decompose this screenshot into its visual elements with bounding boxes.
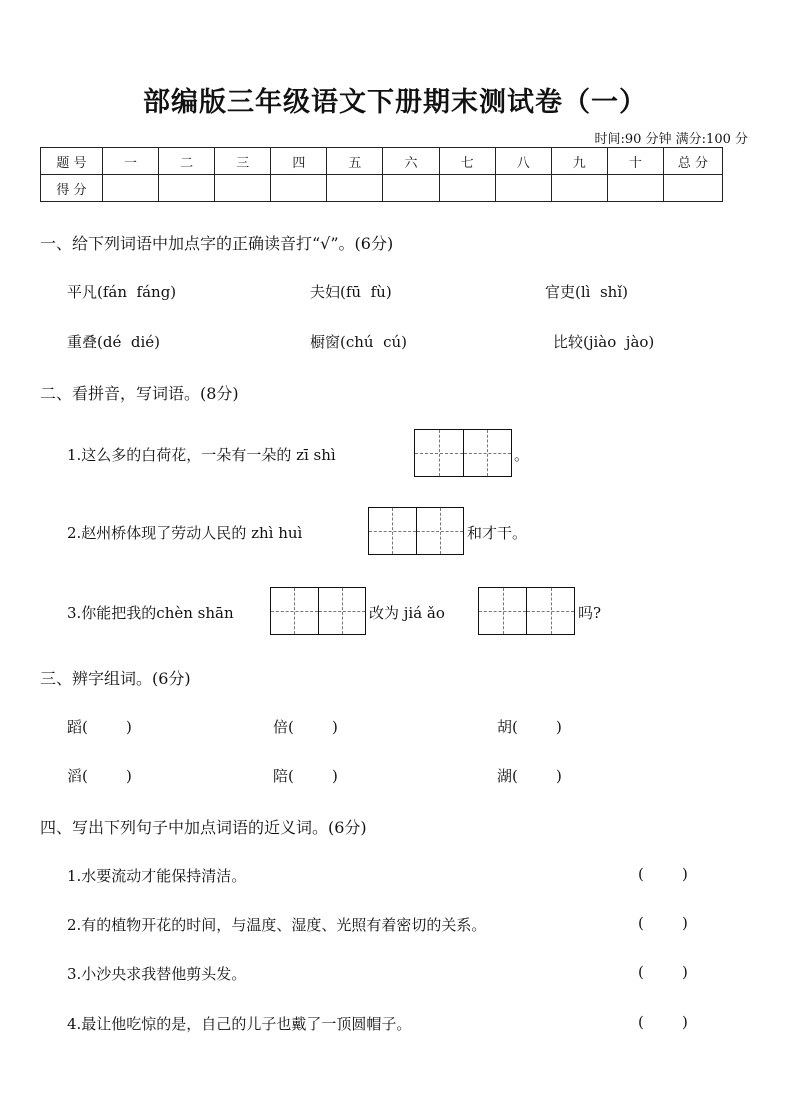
q2-writing-grid-2[interactable]	[368, 507, 464, 555]
q3-heading: 三、辨字组词。(6分)	[40, 669, 191, 688]
score-cell[interactable]	[607, 175, 663, 202]
q4-sentence: 4.最让他吃惊的是，自己的儿子也戴了一顶圆帽子。	[67, 1015, 412, 1033]
q2-heading: 二、看拼音，写词语。(8分)	[40, 384, 239, 403]
score-header-cell: 题 号	[41, 148, 103, 175]
q1-item: 平凡(fán fáng)	[67, 283, 177, 301]
score-header-cell: 四	[271, 148, 327, 175]
q1-item: 橱窗(chú cú)	[310, 333, 408, 351]
score-header-cell: 六	[383, 148, 439, 175]
q1-item: 官吏(lì shǐ)	[545, 283, 628, 301]
q2-writing-grid-4[interactable]	[478, 587, 575, 635]
score-header-cell: 五	[327, 148, 383, 175]
score-cell[interactable]	[664, 175, 723, 202]
q4-sentence: 3.小沙央求我替他剪头发。	[67, 965, 247, 983]
q4-answer-slot[interactable]: ( )	[638, 1013, 688, 1031]
q3-item: 湖( )	[497, 767, 562, 785]
score-header-cell: 二	[159, 148, 215, 175]
score-header-cell: 总 分	[664, 148, 723, 175]
q4-sentence: 1.水要流动才能保持清洁。	[67, 867, 247, 885]
q1-item: 比较(jiào jào)	[553, 333, 655, 351]
q2-sentence-1-end: 。	[514, 446, 530, 464]
q2-sentence-3-mid: 改为 jiá ǎo	[369, 604, 445, 622]
writing-cell[interactable]	[463, 430, 512, 476]
q3-item: 陪( )	[273, 767, 338, 785]
q3-item: 蹈( )	[67, 718, 132, 736]
q2-sentence-3-end: 吗?	[578, 604, 602, 622]
q4-heading: 四、写出下列句子中加点词语的近义词。(6分)	[40, 818, 367, 837]
q4-sentence: 2.有的植物开花的时间，与温度、湿度、光照有着密切的关系。	[67, 916, 487, 934]
writing-cell[interactable]	[318, 588, 366, 634]
q2-writing-grid-1[interactable]	[414, 429, 512, 477]
score-cell[interactable]	[159, 175, 215, 202]
writing-cell[interactable]	[271, 588, 318, 634]
q2-writing-grid-3[interactable]	[270, 587, 366, 635]
q2-sentence-2-text: 2.赵州桥体现了劳动人民的 zhì huì	[67, 524, 303, 542]
score-table	[40, 147, 723, 202]
score-row-label: 得 分	[41, 175, 103, 202]
q1-item: 重叠(dé dié)	[67, 333, 160, 351]
writing-cell[interactable]	[526, 588, 574, 634]
writing-cell[interactable]	[416, 508, 464, 554]
score-table-score-row	[41, 175, 723, 202]
time-info: 时间:90 分钟 满分:100 分	[594, 132, 748, 147]
score-cell[interactable]	[439, 175, 495, 202]
writing-cell[interactable]	[415, 430, 463, 476]
score-cell[interactable]	[551, 175, 607, 202]
q4-answer-slot[interactable]: ( )	[638, 865, 688, 883]
page-title: 部编版三年级语文下册期末测试卷（一）	[143, 87, 647, 118]
score-cell[interactable]	[495, 175, 551, 202]
score-cell[interactable]	[271, 175, 327, 202]
q3-item: 滔( )	[67, 767, 132, 785]
score-header-cell: 一	[103, 148, 159, 175]
score-cell[interactable]	[215, 175, 271, 202]
q4-answer-slot[interactable]: ( )	[638, 963, 688, 981]
q2-sentence-2-end: 和才干。	[467, 524, 528, 542]
q2-sentence-3-text: 3.你能把我的chèn shān	[67, 604, 234, 622]
q3-item: 倍( )	[273, 718, 338, 736]
q3-item: 胡( )	[497, 718, 562, 736]
score-cell[interactable]	[383, 175, 439, 202]
q4-answer-slot[interactable]: ( )	[638, 914, 688, 932]
score-header-cell: 三	[215, 148, 271, 175]
q2-sentence-1-text: 1.这么多的白荷花，一朵有一朵的 zī shì	[67, 446, 336, 464]
writing-cell[interactable]	[369, 508, 416, 554]
score-header-cell: 九	[551, 148, 607, 175]
q1-heading: 一、给下列词语中加点字的正确读音打“√”。(6分)	[40, 234, 394, 253]
score-table-header-row	[41, 148, 723, 175]
writing-cell[interactable]	[479, 588, 526, 634]
score-header-cell: 八	[495, 148, 551, 175]
score-header-cell: 十	[607, 148, 663, 175]
q1-item: 夫妇(fū fù)	[310, 283, 392, 301]
score-header-cell: 七	[439, 148, 495, 175]
score-cell[interactable]	[103, 175, 159, 202]
score-cell[interactable]	[327, 175, 383, 202]
